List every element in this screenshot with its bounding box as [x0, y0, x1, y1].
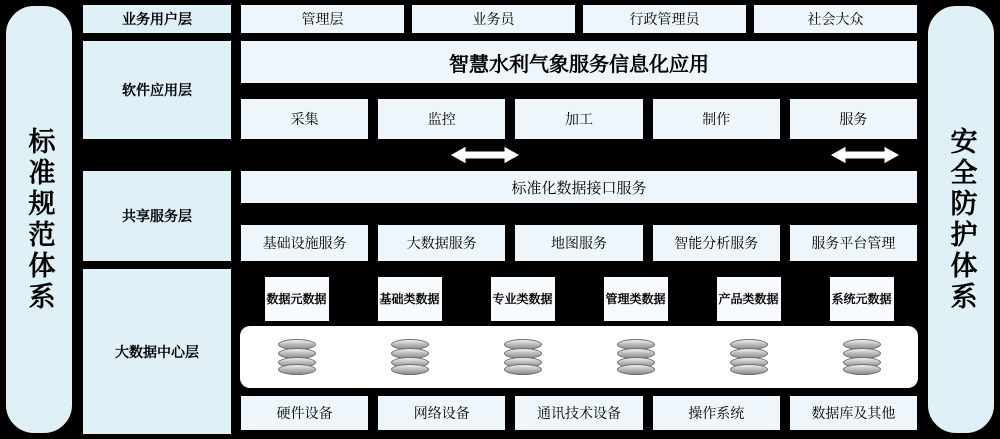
data-tag-row: [240, 276, 918, 322]
application-item-monitor[interactable]: 监控: [377, 98, 506, 140]
application-banner: 智慧水利气象服务信息化应用: [240, 40, 918, 84]
row-data-center-layer: [82, 268, 918, 435]
infrastructure-item-hardware[interactable]: 硬件设备: [240, 395, 369, 431]
data-tag-professional[interactable]: 专业类数据: [490, 276, 556, 322]
double-arrow-icon: [830, 144, 900, 166]
database-band: [240, 326, 918, 388]
user-item-operator[interactable]: 业务员: [411, 4, 576, 34]
right-pillar-label: 安全防护体系: [946, 126, 977, 313]
double-arrow-icon: [450, 144, 520, 166]
database-icon: [730, 339, 768, 375]
application-items: [240, 98, 918, 140]
shared-layer-label: 共享服务层: [82, 170, 232, 262]
shared-item-analysis[interactable]: 智能分析服务: [652, 224, 781, 262]
user-item-management[interactable]: 管理层: [240, 4, 405, 34]
database-slot: [579, 339, 692, 375]
left-pillar-label: 标准规范体系: [24, 126, 55, 313]
database-slot: [692, 339, 805, 375]
shared-items: [240, 224, 918, 262]
infrastructure-item-os[interactable]: 操作系统: [652, 395, 781, 431]
shared-banner-data-interface: 标准化数据接口服务: [240, 170, 918, 204]
data-tag-product[interactable]: 产品类数据: [716, 276, 782, 322]
data-tag-basic[interactable]: 基础类数据: [377, 276, 443, 322]
double-arrow-icon-left-wrap: [450, 144, 520, 166]
row-application-layer: [82, 40, 918, 140]
layers-container: [82, 0, 918, 439]
shared-item-map[interactable]: 地图服务: [514, 224, 643, 262]
row-shared-service-layer: [82, 170, 918, 262]
application-item-produce[interactable]: 制作: [652, 98, 781, 140]
database-icon: [391, 339, 429, 375]
database-slot: [805, 339, 918, 375]
infrastructure-item-communication[interactable]: 通讯技术设备: [514, 395, 643, 431]
database-icon: [617, 339, 655, 375]
database-slot: [353, 339, 466, 375]
shared-item-platform-management[interactable]: 服务平台管理: [789, 224, 918, 262]
tag-slot: [692, 276, 805, 322]
shared-item-bigdata[interactable]: 大数据服务: [377, 224, 506, 262]
application-layer-label: 软件应用层: [82, 40, 232, 140]
infrastructure-row: [240, 395, 918, 431]
user-item-administrator[interactable]: 行政管理员: [582, 4, 747, 34]
row-user-layer: [82, 4, 918, 34]
left-pillar-standard-system: [4, 4, 74, 435]
infrastructure-item-network[interactable]: 网络设备: [377, 395, 506, 431]
right-pillar-security-system: [926, 4, 996, 435]
database-icon: [278, 339, 316, 375]
application-item-collect[interactable]: 采集: [240, 98, 369, 140]
double-arrow-icon-right-wrap: [830, 144, 900, 166]
tag-slot: [466, 276, 579, 322]
data-center-content: [240, 268, 918, 435]
database-icon: [504, 339, 542, 375]
application-layer-content: [240, 40, 918, 140]
shared-item-infrastructure[interactable]: 基础设施服务: [240, 224, 369, 262]
arrow-band: [240, 144, 918, 166]
database-slot: [240, 339, 353, 375]
tag-slot: [353, 276, 466, 322]
tag-slot: [579, 276, 692, 322]
infrastructure-item-database[interactable]: 数据库及其他: [789, 395, 918, 431]
tag-slot: [805, 276, 918, 322]
shared-layer-content: [240, 170, 918, 262]
application-item-service[interactable]: 服务: [789, 98, 918, 140]
user-item-public[interactable]: 社会大众: [753, 4, 918, 34]
data-tag-system-metadata[interactable]: 系统元数据: [829, 276, 895, 322]
tag-slot: [240, 276, 353, 322]
data-center-layer-label: 大数据中心层: [82, 268, 232, 435]
data-tag-metadata[interactable]: 数据元数据: [264, 276, 330, 322]
application-item-process[interactable]: 加工: [514, 98, 643, 140]
data-tag-management[interactable]: 管理类数据: [603, 276, 669, 322]
database-icon: [843, 339, 881, 375]
database-slot: [466, 339, 579, 375]
user-layer-label: 业务用户层: [82, 4, 232, 34]
